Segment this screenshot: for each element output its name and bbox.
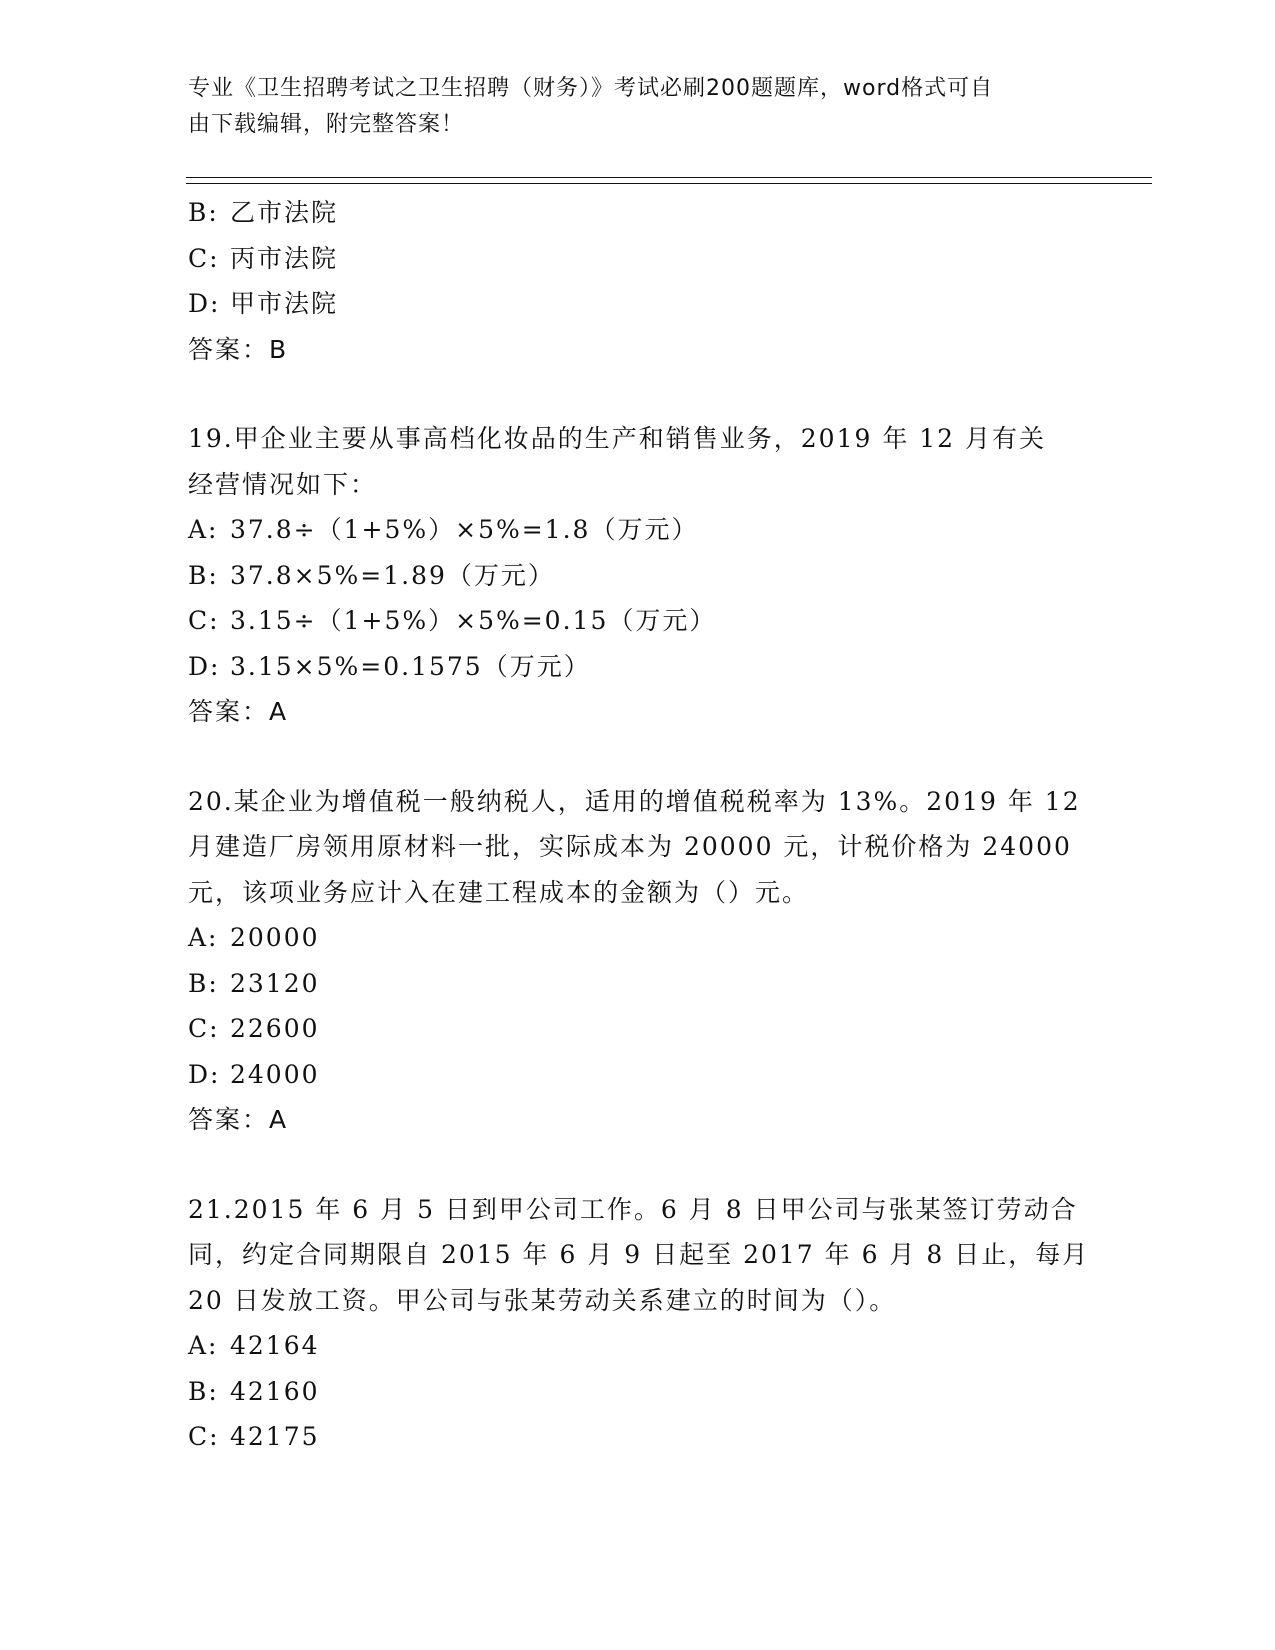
question-20 [188, 779, 1088, 1143]
question-21 [188, 1187, 1088, 1460]
question-stem: 经营情况如下： [188, 469, 378, 499]
option-d: D: 甲市法院 [188, 289, 339, 318]
header-line-1: 专业《卫生招聘考试之卫生招聘（财务）》考试必刷200题题库，word格式可自 [188, 76, 994, 101]
question-stem: 月建造厂房领用原材料一批，实际成本为 20000 元，计税价格为 24000 [188, 832, 1072, 861]
answer-line: 答案：A [188, 697, 289, 726]
answer-line: 答案：B [188, 334, 289, 364]
option-a: A: 42164 [188, 1331, 320, 1360]
option-a: A: 37.8÷（1+5%）×5%=1.8（万元） [188, 515, 699, 544]
option-b: B: 乙市法院 [188, 198, 339, 227]
option-b: B: 37.8×5%=1.89（万元） [188, 560, 555, 590]
option-c: C: 丙市法院 [188, 243, 339, 273]
question-stem: 同，约定合同期限自 2015 年 6 月 9 日起至 2017 年 6 月 8 日止，每月 [188, 1240, 1090, 1269]
header-rule-bottom [186, 183, 1152, 184]
document-header [188, 71, 1068, 143]
question-18-tail [188, 190, 1088, 372]
option-a: A: 20000 [188, 923, 320, 952]
option-c: C: 42175 [188, 1422, 320, 1451]
option-b: B: 23120 [188, 968, 320, 998]
option-d: D: 24000 [188, 1059, 320, 1089]
option-c: C: 3.15÷（1+5%）×5%=0.15（万元） [188, 606, 717, 635]
header-line-2: 由下载编辑，附完整答案！ [188, 112, 465, 137]
option-c: C: 22600 [188, 1014, 320, 1043]
question-stem: 19.甲企业主要从事高档化妆品的生产和销售业务，2019 年 12 月有关 [188, 424, 1047, 453]
question-stem: 20.某企业为增值税一般纳税人，适用的增值税税率为 13%。2019 年 12 [188, 786, 1081, 816]
question-stem: 20 日发放工资。甲公司与张某劳动关系建立的时间为（）。 [188, 1285, 897, 1315]
option-d: D: 3.15×5%=0.1575（万元） [188, 651, 591, 681]
question-stem: 元，该项业务应计入在建工程成本的金额为（）元。 [188, 877, 810, 907]
document-body [188, 190, 1088, 1460]
question-19 [188, 416, 1088, 735]
question-stem: 21.2015 年 6 月 5 日到甲公司工作。6 月 8 日甲公司与张某签订劳动合 [188, 1194, 1078, 1224]
header-rule-top [186, 177, 1152, 178]
answer-line: 答案：A [188, 1105, 289, 1134]
option-b: B: 42160 [188, 1376, 320, 1406]
